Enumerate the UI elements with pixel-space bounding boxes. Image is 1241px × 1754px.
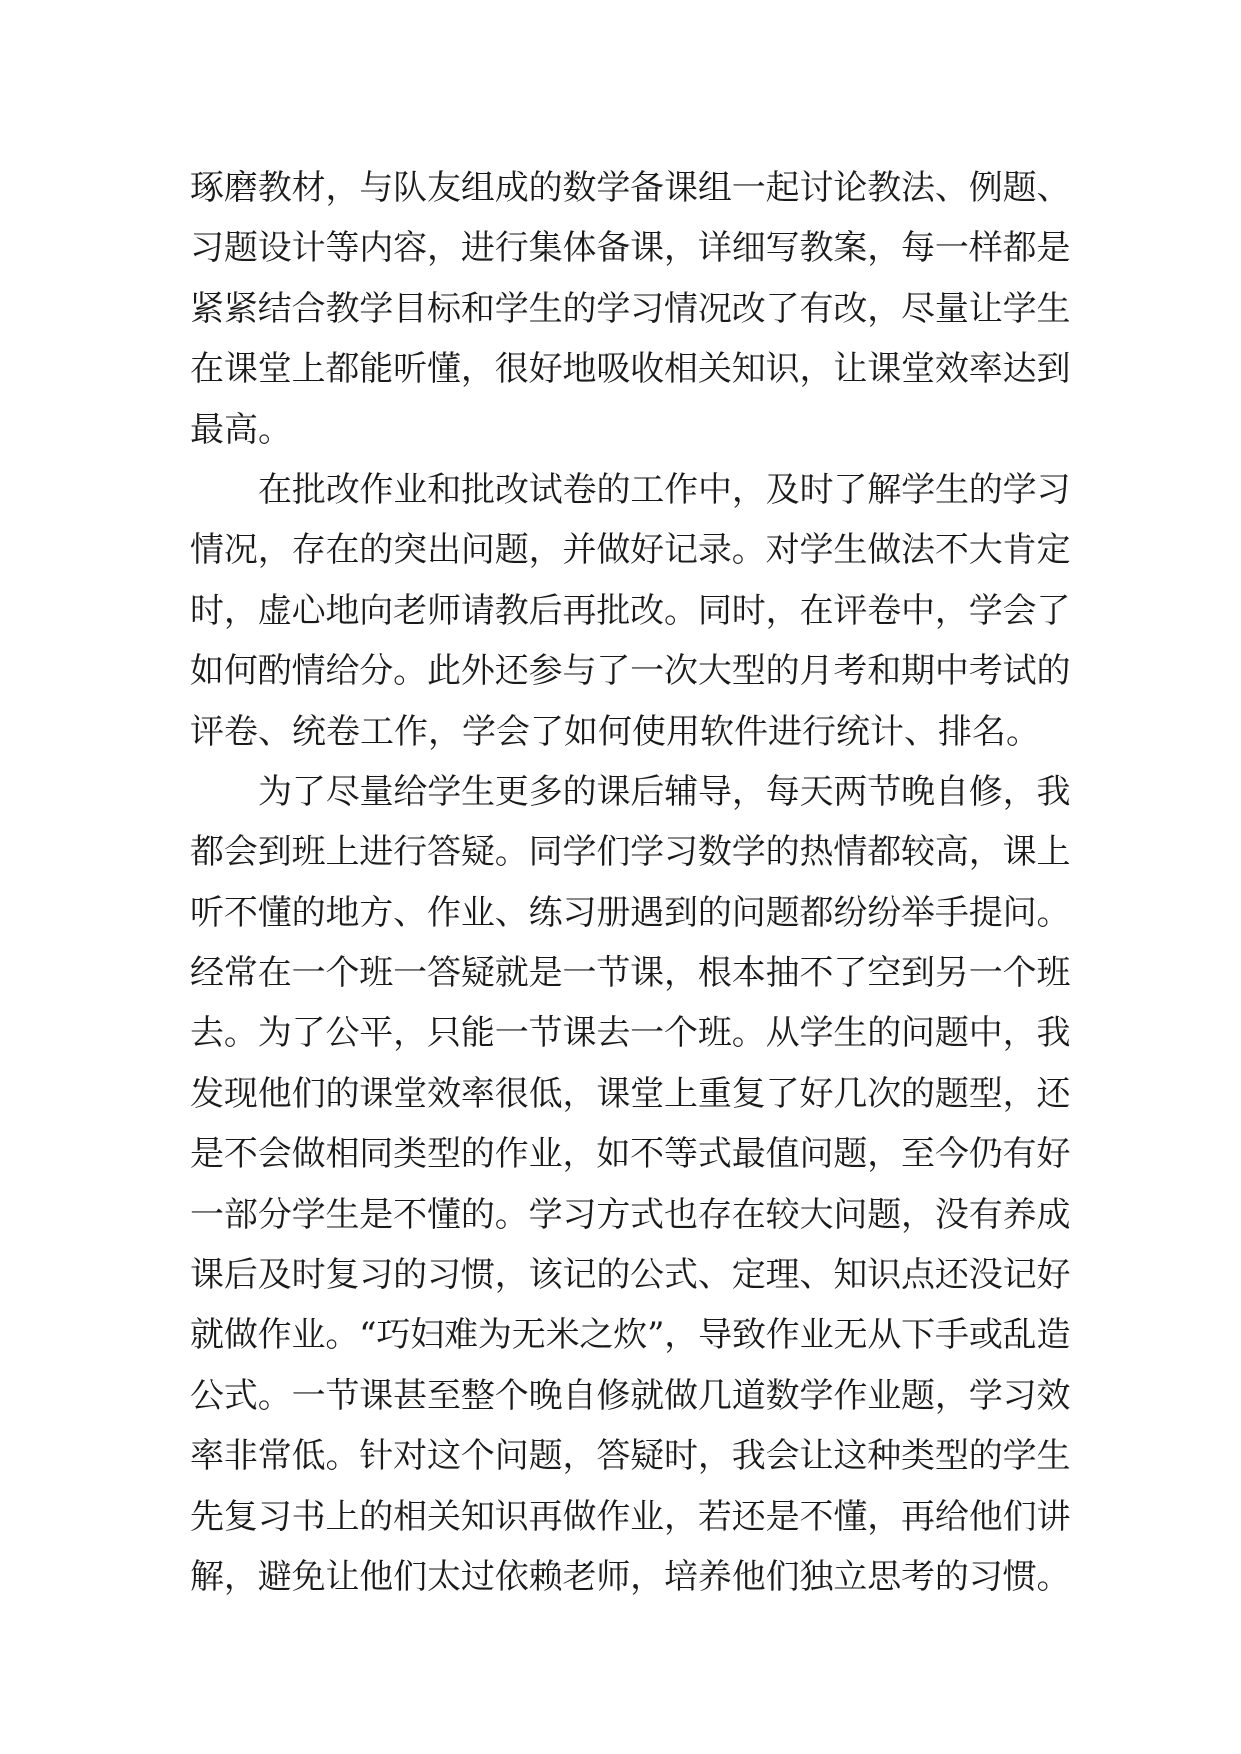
paragraph-first-line: 为了尽量给学生更多的课后辅导，每天两节晚自修，我 (258, 771, 1070, 812)
document-body (190, 158, 1070, 1607)
text-line: 先复习书上的相关知识再做作业，若还是不懂，再给他们讲 (190, 1496, 1070, 1537)
text-line: 经常在一个班一答疑就是一节课，根本抽不了空到另一个班 (190, 953, 1070, 994)
text-line: 就做作业。“巧妇难为无米之炊”，导致作业无从下手或乱造 (190, 1315, 1070, 1356)
text-line: 紧紧结合教学目标和学生的学习情况改了有改，尽量让学生 (190, 288, 1070, 329)
text-line: 率非常低。针对这个问题，答疑时，我会让这种类型的学生 (190, 1436, 1070, 1477)
text-line: 评卷、统卷工作，学会了如何使用软件进行统计、排名。 (190, 711, 1040, 752)
text-line: 去。为了公平，只能一节课去一个班。从学生的问题中，我 (190, 1013, 1070, 1054)
paragraph-first-line: 在批改作业和批改试卷的工作中，及时了解学生的学习 (258, 469, 1070, 510)
text-line: 听不懂的地方、作业、练习册遇到的问题都纷纷举手提问。 (190, 892, 1070, 933)
text-line: 是不会做相同类型的作业，如不等式最值问题，至今仍有好 (190, 1134, 1070, 1175)
text-line: 解，避免让他们太过依赖老师，培养他们独立思考的习惯。 (190, 1556, 1070, 1597)
text-line: 公式。一节课甚至整个晚自修就做几道数学作业题，学习效 (190, 1375, 1070, 1416)
text-line: 最高。 (190, 409, 292, 450)
text-line: 如何酌情给分。此外还参与了一次大型的月考和期中考试的 (190, 651, 1070, 692)
text-line: 都会到班上进行答疑。同学们学习数学的热情都较高，课上 (190, 832, 1070, 873)
text-line: 在课堂上都能听懂，很好地吸收相关知识，让课堂效率达到 (190, 349, 1070, 390)
text-line: 一部分学生是不懂的。学习方式也存在较大问题，没有养成 (190, 1194, 1070, 1235)
text-line: 习题设计等内容，进行集体备课，详细写教案，每一样都是 (190, 228, 1070, 269)
text-line: 琢磨教材，与队友组成的数学备课组一起讨论教法、例题、 (190, 168, 1070, 208)
text-line: 发现他们的课堂效率很低，课堂上重复了好几次的题型，还 (190, 1073, 1070, 1114)
text-line: 课后及时复习的习惯，该记的公式、定理、知识点还没记好 (190, 1255, 1070, 1296)
text-line: 时，虚心地向老师请教后再批改。同时，在评卷中，学会了 (190, 590, 1070, 631)
text-line: 情况，存在的突出问题，并做好记录。对学生做法不大肯定 (190, 530, 1070, 571)
